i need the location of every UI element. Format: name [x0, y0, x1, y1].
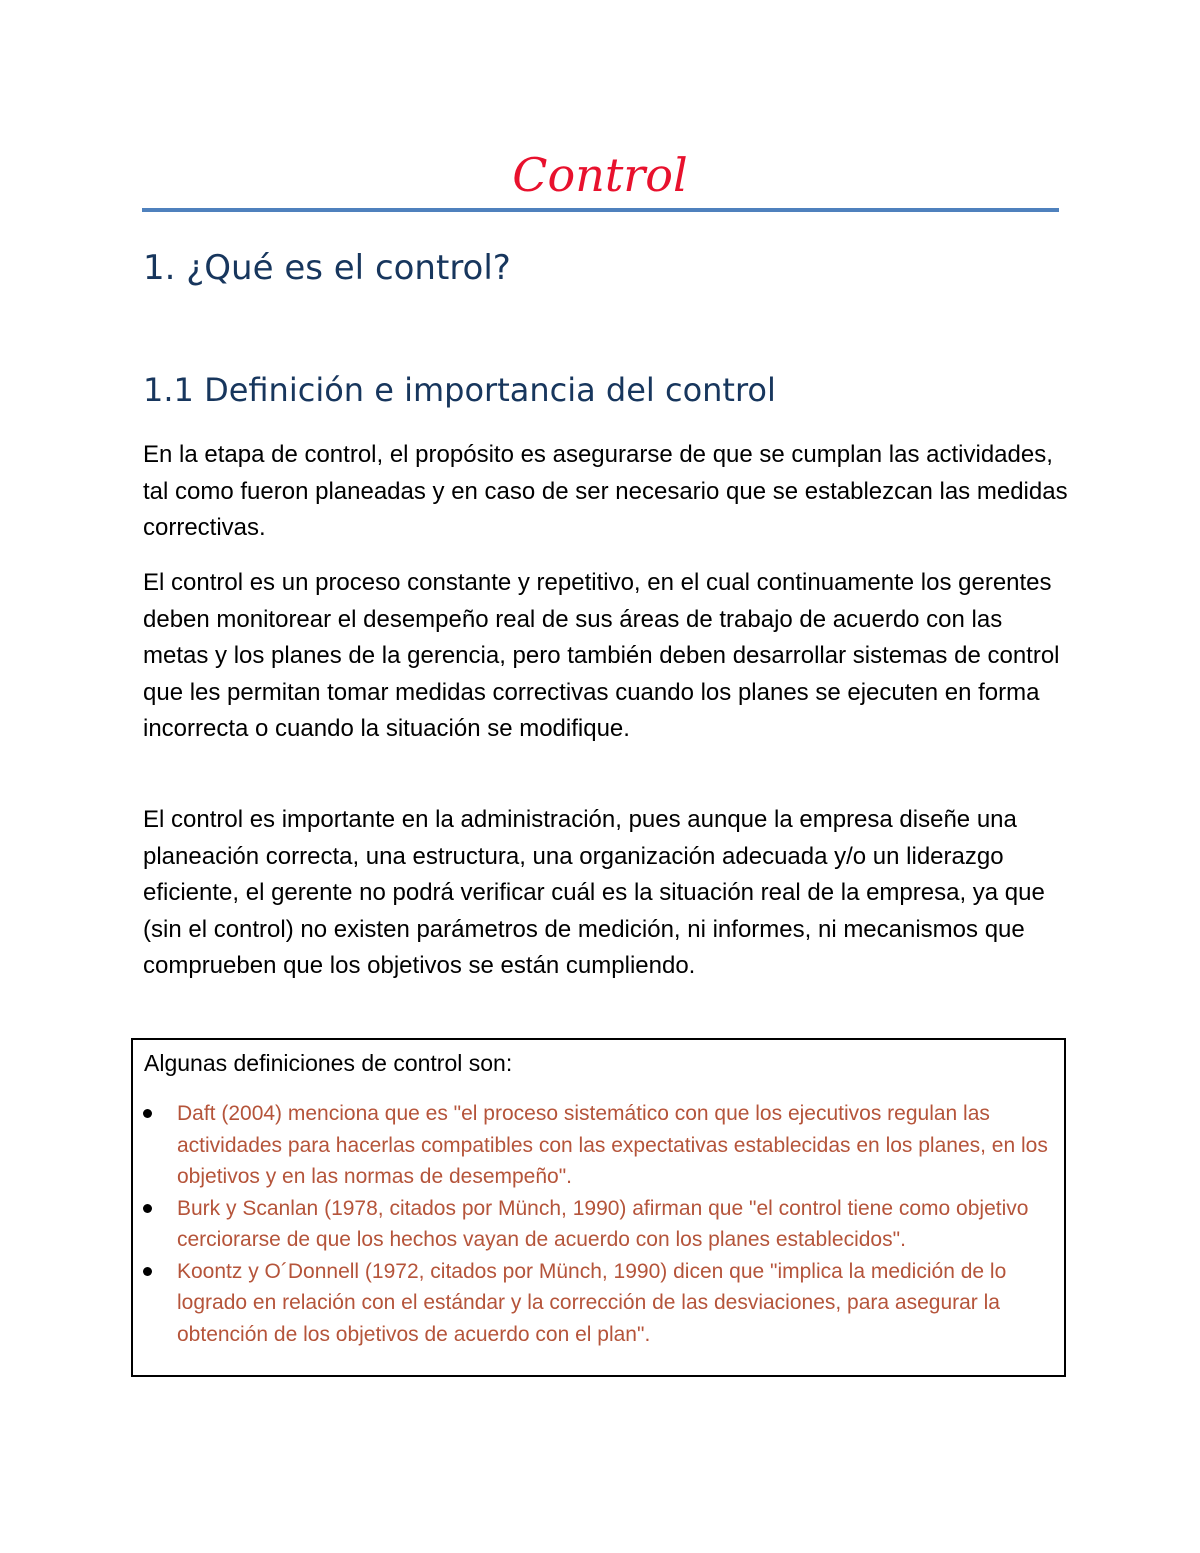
- paragraph-process: El control es un proceso constante y repetitivo, en el cual continuamente los gerentes deben monitorear el desempeño real de sus áreas de trabajo de acuerdo con las metas y los planes de la gerencia, pero también deben desarrollar sistemas de control que les permitan tomar medidas correctivas cuando los planes se ejecuten en forma incorrecta o cuando la situación se modifique.: [143, 569, 1060, 742]
- list-item: [133, 1098, 1064, 1193]
- definition-burk-scanlan: Burk y Scanlan (1978, citados por Münch, 1990) afirman que "el control tiene como objetivo cerciorarse de que los hechos vayan de acuerdo con los planes establecidos".: [177, 1196, 1029, 1251]
- definitions-list: [133, 1098, 1064, 1350]
- definition-koontz-odonnell: Koontz y O´Donnell (1972, citados por Münch, 1990) dicen que "implica la medición de lo logrado en relación con el estándar y la corrección de las desviaciones, para asegurar la obtención de los objetivos de acuerdo con el plan".: [177, 1259, 1007, 1346]
- definitions-heading: Algunas definiciones de control son:: [144, 1050, 513, 1076]
- bullet-icon: [143, 1109, 152, 1118]
- list-item: [133, 1256, 1064, 1351]
- title-underline-divider: [142, 208, 1059, 212]
- list-item: [133, 1193, 1064, 1256]
- subsection-heading: 1.1 Definición e importancia del control: [143, 371, 776, 409]
- bullet-icon: [143, 1204, 152, 1213]
- paragraph-importance: El control es importante en la administración, pues aunque la empresa diseñe una planeación correcta, una estructura, una organización adecuada y/o un liderazgo eficiente, el gerente no podrá verificar cuál es la situación real de la empresa, ya que (sin el control) no existen parámetros de medición, ni informes, ni mecanismos que comprueben que los objetivos se están cumpliendo.: [143, 806, 1045, 979]
- paragraph-purpose: En la etapa de control, el propósito es asegurarse de que se cumplan las actividades, tal como fueron planeadas y en caso de ser necesario que se establezcan las medidas correctivas.: [143, 441, 1068, 541]
- page-title: Control: [512, 148, 688, 202]
- definitions-box: [131, 1038, 1066, 1377]
- definition-daft: Daft (2004) menciona que es "el proceso sistemático con que los ejecutivos regulan las actividades para hacerlas compatibles con las expectativas establecidas en los planes, en los objetivos y en las normas de desempeño".: [177, 1102, 1048, 1188]
- section-heading: 1. ¿Qué es el control?: [143, 248, 511, 288]
- bullet-icon: [143, 1267, 152, 1276]
